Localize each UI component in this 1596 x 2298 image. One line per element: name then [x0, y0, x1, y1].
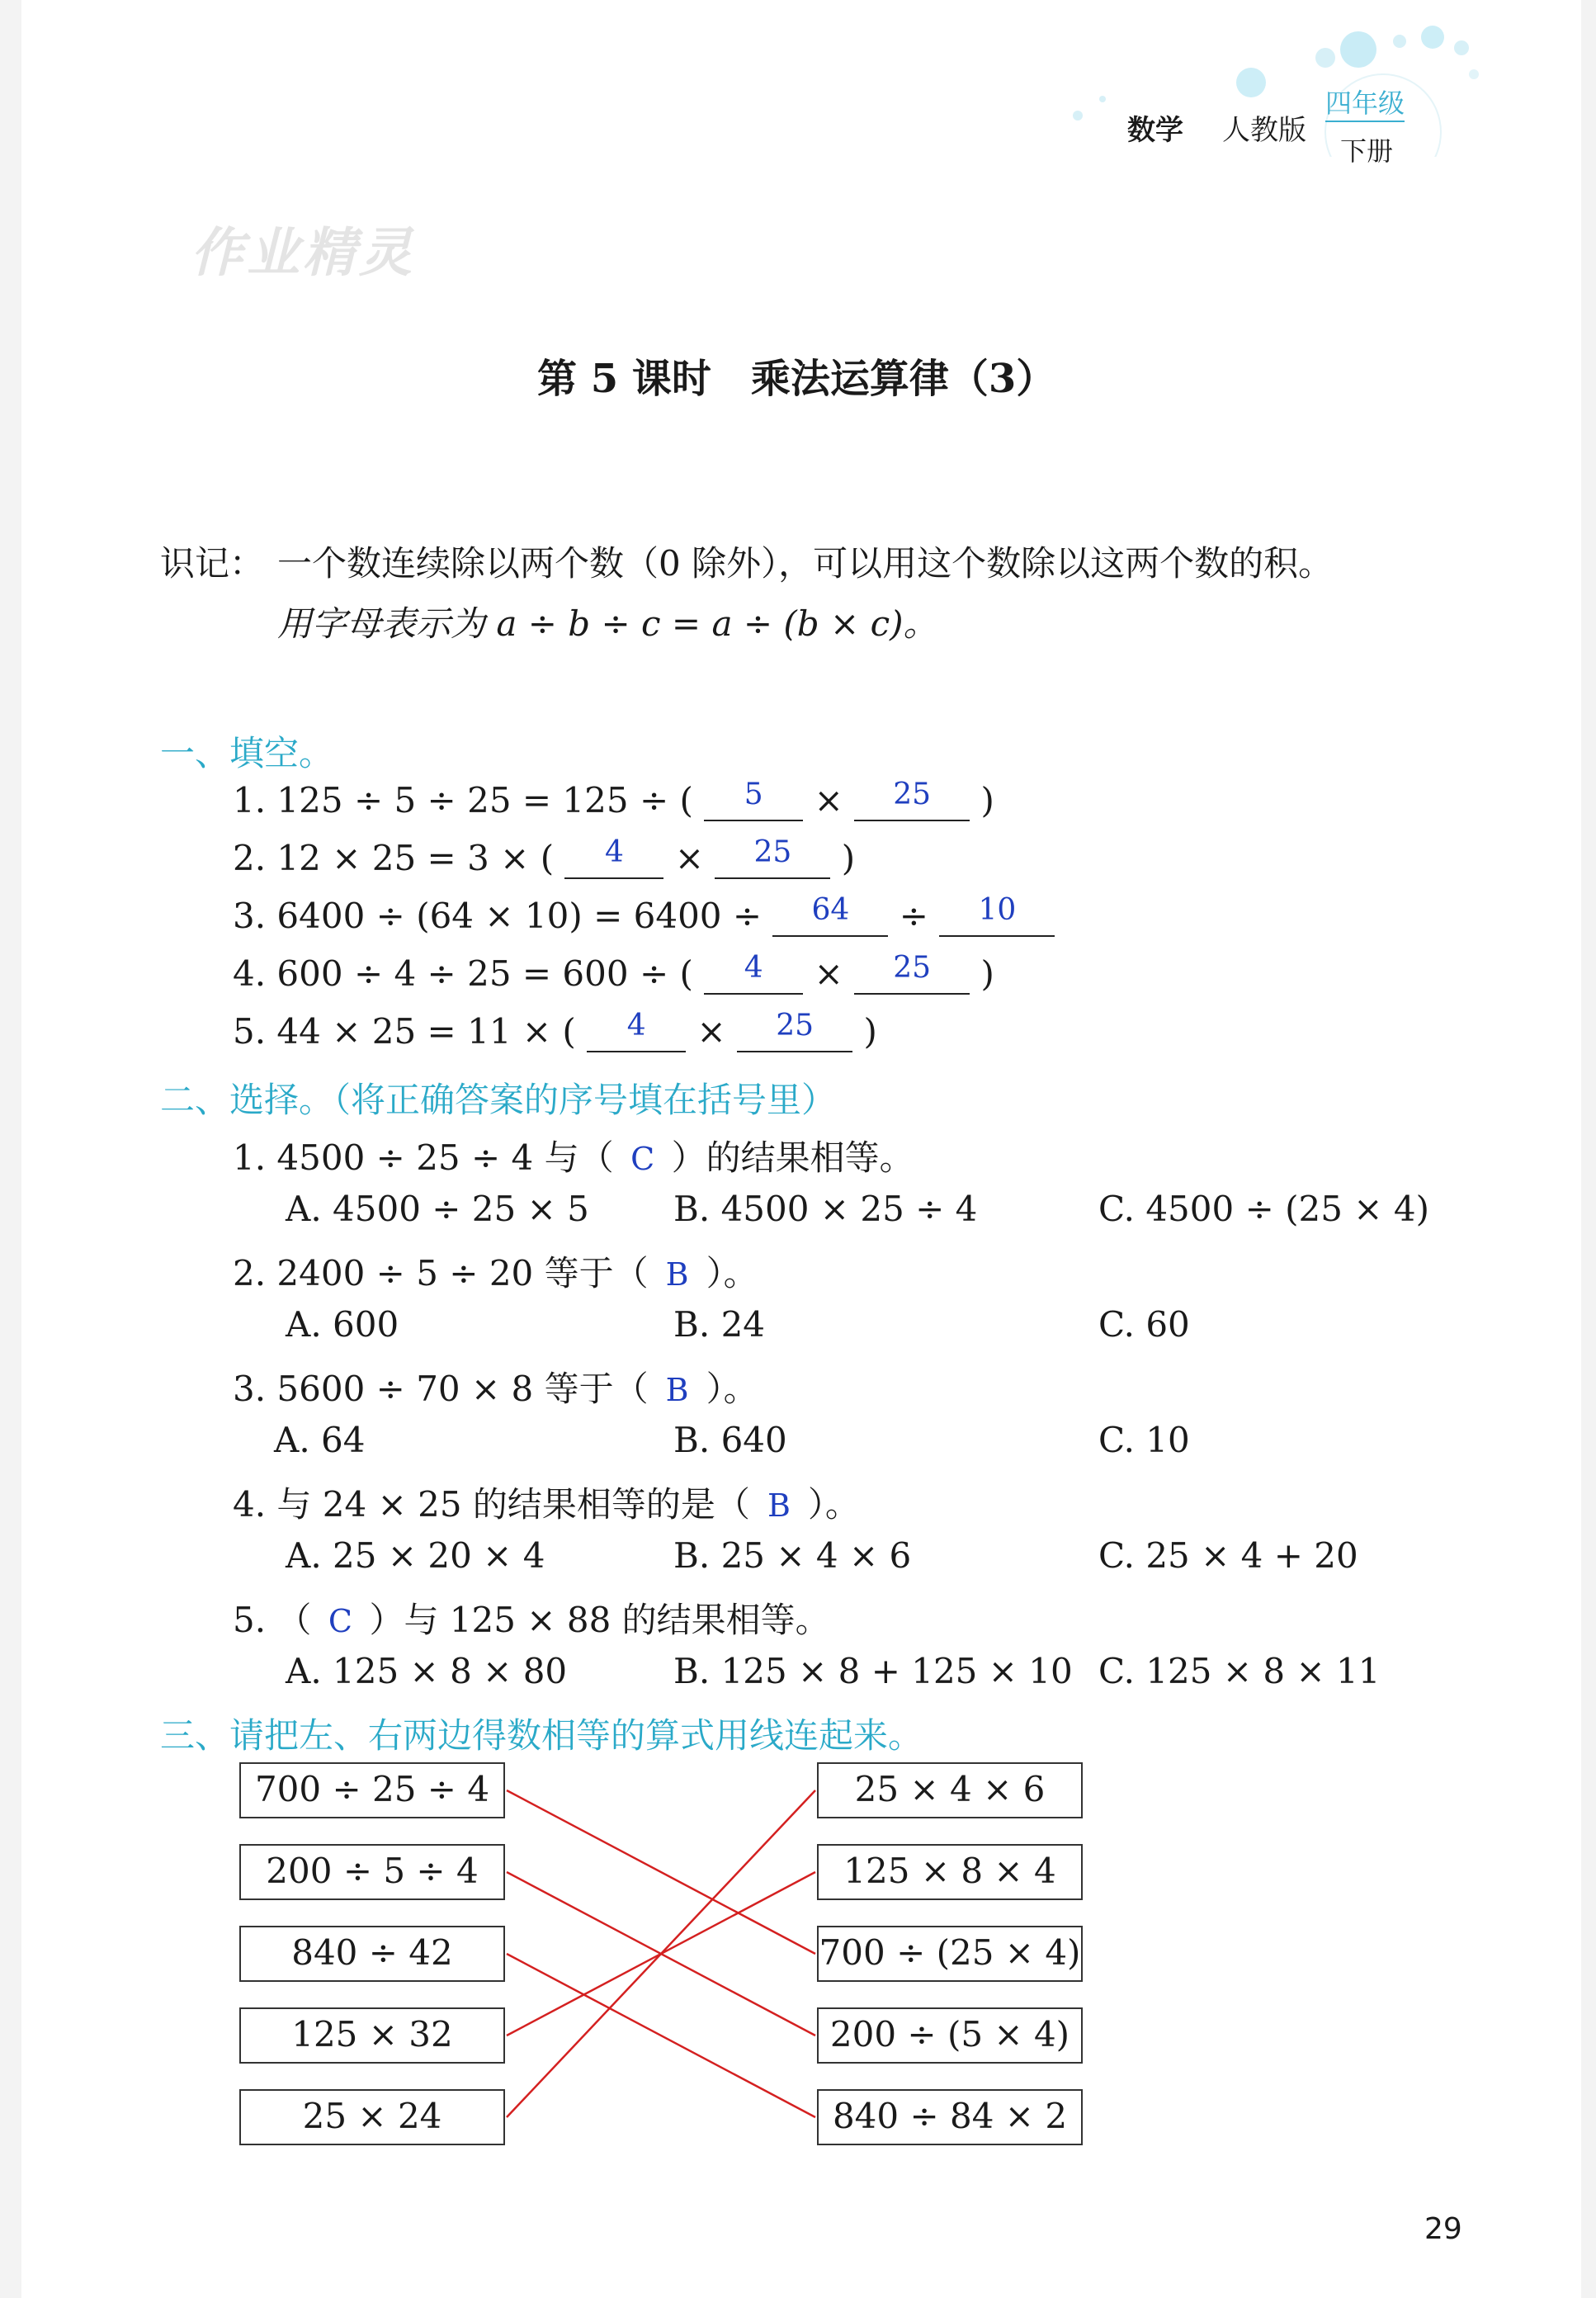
option-a: A. 4500 ÷ 25 × 5: [286, 1189, 589, 1229]
fill-item-4: 4. 600 ÷ 4 ÷ 25 = 600 ÷ ( 4 × 25 ): [233, 951, 994, 994]
memo-label: 识记：: [160, 543, 265, 584]
right-expression: 125 × 8 × 4: [817, 1844, 1083, 1900]
blank-answer: 5: [704, 782, 803, 821]
match-line: [507, 1872, 815, 2036]
choice-answer: B: [665, 1256, 689, 1293]
section-1-heading: 一、填空。: [160, 733, 334, 773]
fill-item-1: 1. 125 ÷ 5 ÷ 25 = 125 ÷ ( 5 × 25 ): [233, 778, 994, 820]
header-grade: 四年级: [1325, 83, 1405, 122]
option-b: B. 25 × 4 × 6: [673, 1535, 912, 1576]
blank-answer: 25: [737, 1013, 852, 1052]
choice-question-4: 4. 与 24 × 25 的结果相等的是（ B ）。: [233, 1484, 860, 1525]
choice-answer: B: [665, 1372, 689, 1408]
left-expression: 125 × 32: [239, 2007, 505, 2064]
left-expression: 25 × 24: [239, 2089, 505, 2145]
fill-item-2: 2. 12 × 25 = 3 × ( 4 × 25 ): [233, 835, 856, 878]
option-a: A. 125 × 8 × 80: [286, 1651, 568, 1691]
left-expression: 200 ÷ 5 ÷ 4: [239, 1844, 505, 1900]
choice-answer: C: [328, 1603, 352, 1639]
option-c: C. 10: [1098, 1420, 1190, 1460]
match-line: [507, 1872, 815, 2036]
option-b: B. 24: [673, 1304, 766, 1345]
section-3-heading: 三、请把左、右两边得数相等的算式用线连起来。: [160, 1715, 923, 1756]
match-line: [507, 1954, 815, 2117]
section-2-heading: 二、选择。（将正确答案的序号填在括号里）: [160, 1080, 837, 1120]
blank-answer: 25: [854, 782, 970, 821]
blank-answer: 4: [704, 955, 803, 995]
right-expression: 840 ÷ 84 × 2: [817, 2089, 1083, 2145]
right-expression: 25 × 4 × 6: [817, 1762, 1083, 1818]
choice-question-1: 1. 4500 ÷ 25 ÷ 4 与（ C ）的结果相等。: [233, 1137, 914, 1178]
choice-answer: C: [630, 1141, 655, 1177]
choice-question-5: 5. （ C ）与 125 × 88 的结果相等。: [233, 1600, 830, 1640]
choice-answer: B: [767, 1487, 791, 1524]
memo-line-2: 用字母表示为 a ÷ b ÷ c = a ÷ (b × c)。: [277, 603, 938, 644]
header-volume: 下册: [1340, 135, 1394, 167]
option-c: C. 125 × 8 × 11: [1098, 1651, 1381, 1691]
choice-question-3: 3. 5600 ÷ 70 × 8 等于（ B ）。: [233, 1369, 758, 1409]
option-a: A. 64: [274, 1420, 366, 1460]
option-b: B. 640: [673, 1420, 787, 1460]
option-b: B. 4500 × 25 ÷ 4: [673, 1189, 978, 1229]
fill-item-3: 3. 6400 ÷ (64 × 10) = 6400 ÷ 64 ÷ 10: [233, 896, 1055, 937]
blank-answer: 4: [564, 839, 663, 879]
option-c: C. 60: [1098, 1304, 1190, 1345]
right-expression: 200 ÷ (5 × 4): [817, 2007, 1083, 2064]
match-line: [507, 1790, 815, 2117]
left-expression: 700 ÷ 25 ÷ 4: [239, 1762, 505, 1818]
watermark: 作业精灵: [191, 223, 415, 284]
match-line: [507, 1790, 815, 1954]
right-expression: 700 ÷ (25 × 4): [817, 1926, 1083, 1982]
blank-answer: 4: [587, 1013, 686, 1052]
blank-answer: 10: [939, 897, 1055, 937]
option-c: C. 25 × 4 + 20: [1098, 1535, 1358, 1576]
fill-item-5: 5. 44 × 25 = 11 × ( 4 × 25 ): [233, 1009, 877, 1052]
option-c: C. 4500 ÷ (25 × 4): [1098, 1189, 1429, 1229]
blank-answer: 64: [772, 897, 888, 937]
blank-answer: 25: [854, 955, 970, 995]
memo-line-1: 一个数连续除以两个数（0 除外），可以用这个数除以这两个数的积。: [277, 543, 1334, 584]
page-title: 第 5 课时 乘法运算律（3）: [537, 356, 1056, 402]
option-a: A. 25 × 20 × 4: [286, 1535, 545, 1576]
choice-question-2: 2. 2400 ÷ 5 ÷ 20 等于（ B ）。: [233, 1253, 758, 1293]
option-a: A. 600: [286, 1304, 399, 1345]
worksheet-page: [21, 0, 1581, 2298]
left-expression: 840 ÷ 42: [239, 1926, 505, 1982]
blank-answer: 25: [715, 839, 830, 879]
page-number: 29: [1424, 2212, 1462, 2246]
header-subject: 数学: [1127, 114, 1183, 147]
header-edition: 人教版: [1222, 114, 1306, 147]
option-b: B. 125 × 8 + 125 × 10: [673, 1651, 1073, 1691]
